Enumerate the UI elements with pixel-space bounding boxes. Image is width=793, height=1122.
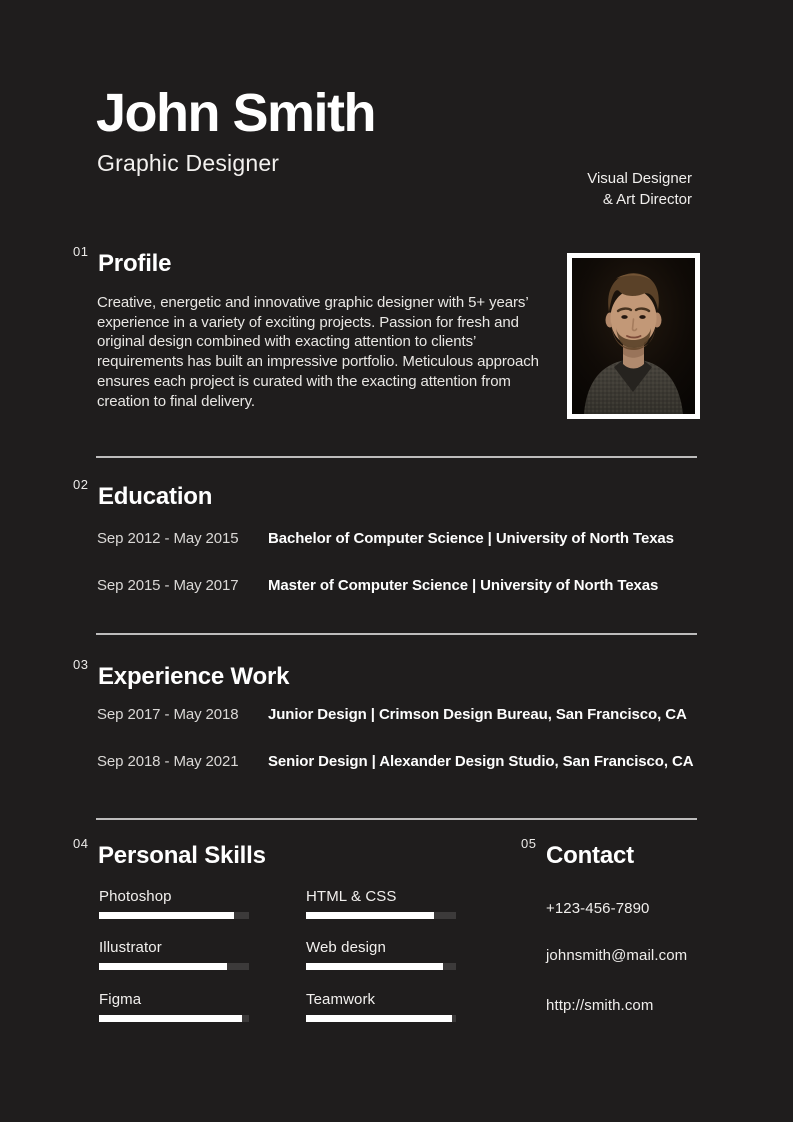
skill-web-design: [306, 939, 456, 970]
skill-bar-track: [306, 912, 456, 919]
skill-label: Photoshop: [99, 888, 172, 905]
skill-figma: [99, 991, 249, 1022]
skill-bar-fill: [306, 963, 443, 970]
skill-photoshop: [99, 888, 249, 919]
education-detail: Bachelor of Computer Science | University of North Texas: [268, 530, 674, 547]
skills-section-number: 04: [73, 836, 89, 851]
profile-section-number: 01: [73, 244, 89, 259]
experience-row: [97, 753, 717, 770]
skill-illustrator: [99, 939, 249, 970]
portrait-photo: [567, 253, 700, 419]
education-row: [97, 577, 717, 594]
education-section-number: 02: [73, 477, 89, 492]
person-role: Graphic Designer: [97, 150, 280, 176]
skill-bar-fill: [99, 912, 234, 919]
skill-bar-track: [306, 1015, 456, 1022]
skill-label: Teamwork: [306, 991, 376, 1008]
contact-section-number: 05: [521, 836, 537, 851]
skill-teamwork: [306, 991, 456, 1022]
contact-title: Contact: [546, 842, 634, 869]
skill-label: Illustrator: [99, 939, 162, 956]
skill-label: Web design: [306, 939, 386, 956]
portrait-photo-illustration: [572, 258, 695, 414]
experience-dates: Sep 2017 - May 2018: [97, 706, 239, 723]
contact-website[interactable]: http://smith.com: [546, 997, 654, 1014]
education-dates: Sep 2015 - May 2017: [97, 577, 239, 594]
section-divider: [96, 818, 697, 820]
section-divider: [96, 456, 697, 458]
education-detail: Master of Computer Science | University of North Texas: [268, 577, 659, 594]
tagline-line-2: & Art Director: [602, 191, 692, 208]
skill-bar-fill: [306, 1015, 452, 1022]
skill-html-css: [306, 888, 456, 919]
skill-bar-track: [99, 1015, 249, 1022]
experience-dates: Sep 2018 - May 2021: [97, 753, 239, 770]
education-section-heading: [73, 477, 213, 511]
skill-bar-track: [99, 912, 249, 919]
experience-section-number: 03: [73, 657, 89, 672]
skill-label: Figma: [99, 991, 142, 1008]
section-divider: [96, 633, 697, 635]
profile-title: Profile: [98, 250, 172, 277]
tagline-line-1: Visual Designer: [587, 170, 692, 187]
contact-section-heading: [521, 836, 634, 870]
contact-email[interactable]: johnsmith@mail.com: [546, 947, 688, 964]
skill-bar-track: [99, 963, 249, 970]
experience-row: [97, 706, 717, 723]
skill-bar-fill: [306, 912, 434, 919]
education-dates: Sep 2012 - May 2015: [97, 530, 239, 547]
skill-bar-track: [306, 963, 456, 970]
profile-text: Creative, energetic and innovative graphic designer with 5+ years’ experience in a variety of exciting projects. Passion for fresh and original design combined with exacting attention to clients’ requirements has built an impressive portfolio. Meticulous approach ensures each project is curated with the exacting attention from creation to final delivery.: [97, 294, 539, 410]
person-name: John Smith: [96, 83, 375, 143]
experience-detail: Senior Design | Alexander Design Studio, San Francisco, CA: [268, 753, 694, 770]
skill-label: HTML & CSS: [306, 888, 397, 905]
skills-section-heading: [73, 836, 266, 870]
skill-bar-fill: [99, 963, 227, 970]
profile-section-heading: [73, 244, 172, 278]
skills-title: Personal Skills: [98, 842, 266, 869]
experience-title: Experience Work: [98, 663, 290, 690]
education-row: [97, 530, 717, 547]
contact-phone[interactable]: +123-456-7890: [546, 900, 650, 917]
experience-section-heading: [73, 657, 290, 691]
tagline: [587, 168, 692, 210]
skill-bar-fill: [99, 1015, 242, 1022]
experience-detail: Junior Design | Crimson Design Bureau, San Francisco, CA: [268, 706, 687, 723]
education-title: Education: [98, 483, 213, 510]
